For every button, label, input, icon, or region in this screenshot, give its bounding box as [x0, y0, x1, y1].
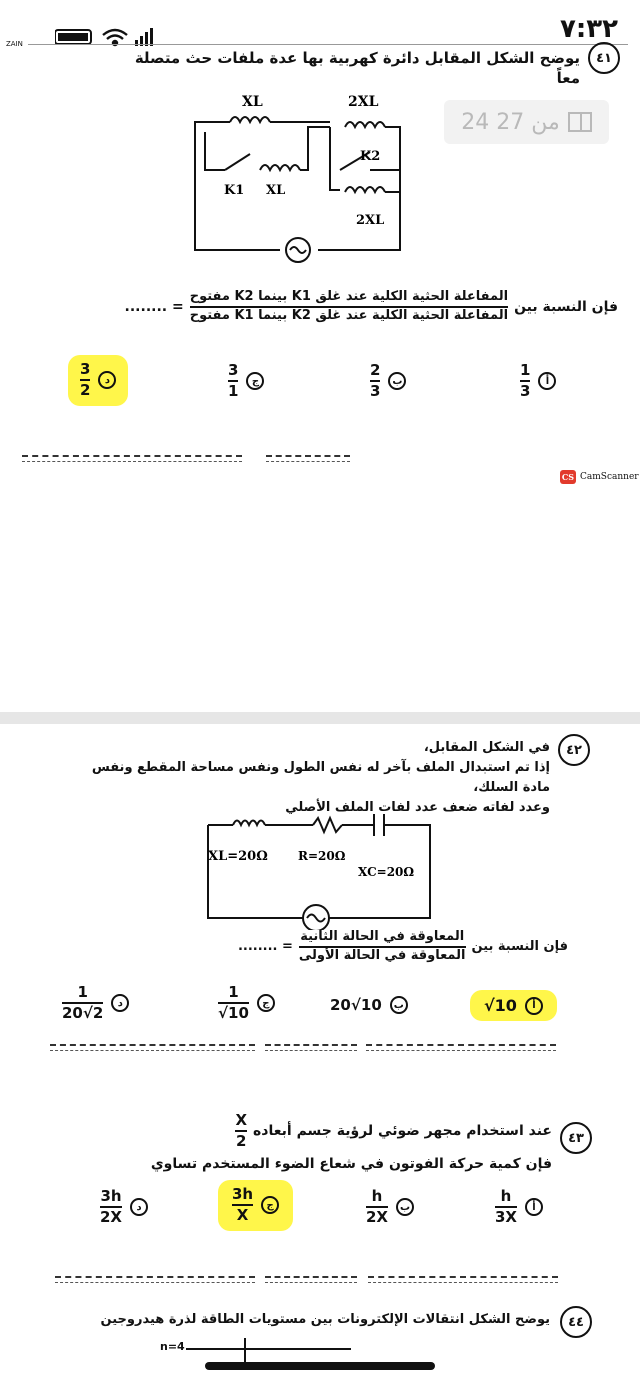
question-43-text: عند استخدام مجهر ضوئي لرؤية جسم أبعاده $\frac{X}{2}$: [235, 1111, 552, 1151]
label-2xl-top: 2XL: [348, 94, 379, 110]
ratio-equals: = ........: [237, 939, 293, 955]
separator-dashes: [22, 455, 242, 462]
option-label: ب: [390, 996, 408, 1014]
label-xl: XL=20Ω: [208, 849, 268, 864]
option-43-a[interactable]: $\frac{h}{3X}$ أ: [495, 1188, 543, 1227]
option-43-b[interactable]: $\frac{h}{2X}$ ب: [366, 1188, 414, 1227]
option-label: ب: [388, 372, 406, 390]
option-label: ب: [396, 1198, 414, 1216]
circuit-diagram-41: [180, 82, 420, 282]
question-number-42: ٤٢: [558, 734, 590, 766]
energy-level-line: [186, 1348, 351, 1350]
option-41-b[interactable]: $\frac{2}{3}$ ب: [370, 362, 406, 401]
label-k1: K1: [224, 183, 245, 198]
energy-level-label: n=4: [160, 1340, 185, 1353]
question-number-41: ٤١: [588, 42, 620, 74]
camscanner-watermark: CS CamScanner: [561, 472, 639, 482]
option-42-a-highlighted[interactable]: √10 أ: [470, 990, 557, 1021]
question-41-ratio: [58, 290, 618, 324]
status-time: ٧:٣٢: [559, 14, 618, 44]
status-bar: [0, 0, 640, 54]
option-label: د: [98, 371, 116, 389]
option-label: أ: [538, 372, 556, 390]
option-label: د: [111, 994, 129, 1012]
option-43-c-highlighted[interactable]: $\frac{3h}{X}$ ج: [218, 1180, 293, 1231]
label-2xl-bottom: 2XL: [356, 213, 385, 228]
option-42-d[interactable]: $\frac{1}{20√2}$ د: [62, 984, 129, 1023]
question-44-text: يوضح الشكل انتقالات الإلكترونات بين مستويات الطاقة لذرة هيدروجين: [100, 1312, 550, 1327]
separator-dashes: [266, 455, 350, 462]
home-indicator[interactable]: [205, 1362, 435, 1370]
page-icon: [568, 112, 592, 132]
label-xl-top: XL: [242, 94, 263, 110]
ratio-denominator: المفاعلة الحثية الكلية عند غلق K2 بينما K1 مفتوح: [189, 307, 509, 323]
separator-dashes: [265, 1276, 357, 1283]
option-43-d[interactable]: $\frac{3h}{2X}$ د: [100, 1188, 148, 1227]
separator-dashes: [265, 1044, 357, 1051]
question-43-line2: فإن كمية حركة الفوتون في شعاع الضوء المستخدم تساوي: [150, 1156, 552, 1172]
option-label: ج: [246, 372, 264, 390]
carrier-label: ZAIN: [6, 40, 23, 48]
ratio-numerator: المعاوقة في الحالة الثانية: [300, 929, 465, 944]
status-divider: [28, 44, 628, 45]
page-counter-text: 24 من 27: [461, 109, 560, 135]
page-counter[interactable]: [444, 100, 609, 144]
option-label: ج: [261, 1196, 279, 1214]
option-42-c[interactable]: $\frac{1}{√10}$ ج: [218, 984, 275, 1023]
label-xl-inner: XL: [266, 183, 286, 198]
separator-dashes: [366, 1044, 556, 1051]
option-label: أ: [525, 1198, 543, 1216]
q42-line2: إذا تم استبدال الملف بآخر له نفس الطول ونفس مساحة المقطع ونفس مادة السلك،: [91, 760, 550, 795]
option-42-b[interactable]: 20√10 ب: [330, 996, 408, 1014]
separator-dashes: [55, 1276, 255, 1283]
option-41-c[interactable]: $\frac{3}{1}$ ج: [228, 362, 264, 401]
q42-line1: في الشكل المقابل،: [423, 740, 550, 755]
question-number-44: ٤٤: [560, 1306, 592, 1338]
ratio-numerator: المفاعلة الحثية الكلية عند غلق K1 بينما K2 مفتوح: [189, 289, 509, 304]
ratio-prefix: فإن النسبة بين: [514, 298, 618, 315]
circuit-diagram-42: [198, 800, 438, 930]
ratio-equals: = ........: [124, 298, 184, 315]
separator-dashes: [368, 1276, 558, 1283]
ratio-fraction: [190, 290, 508, 324]
option-label: ج: [257, 994, 275, 1012]
ratio-prefix: فإن النسبة بين: [471, 939, 568, 955]
option-label: أ: [525, 997, 543, 1015]
question-42-ratio: [48, 930, 568, 964]
question-number-43: ٤٣: [560, 1122, 592, 1154]
option-41-a[interactable]: $\frac{1}{3}$ أ: [520, 362, 556, 401]
label-xc: XC=20Ω: [358, 865, 415, 879]
option-41-d-highlighted[interactable]: $\frac{3}{2}$ د: [68, 355, 128, 406]
page-divider: [0, 712, 640, 724]
wifi-icon: [103, 30, 127, 45]
q42-line3: وعدد لفاته ضعف عدد لفات الملف الأصلي: [285, 800, 550, 815]
option-label: د: [130, 1198, 148, 1216]
ratio-denominator: المعاوقة في الحالة الأولى: [298, 947, 466, 963]
label-k2: K2: [360, 149, 381, 164]
dimension-fraction: $\frac{X}{2}$: [235, 1111, 248, 1151]
separator-dashes: [50, 1044, 255, 1051]
label-r: R=20Ω: [298, 849, 346, 863]
question-41-text: يوضح الشكل المقابل دائرة كهربية بها عدة ملفات حث متصلة معاً: [134, 49, 580, 87]
